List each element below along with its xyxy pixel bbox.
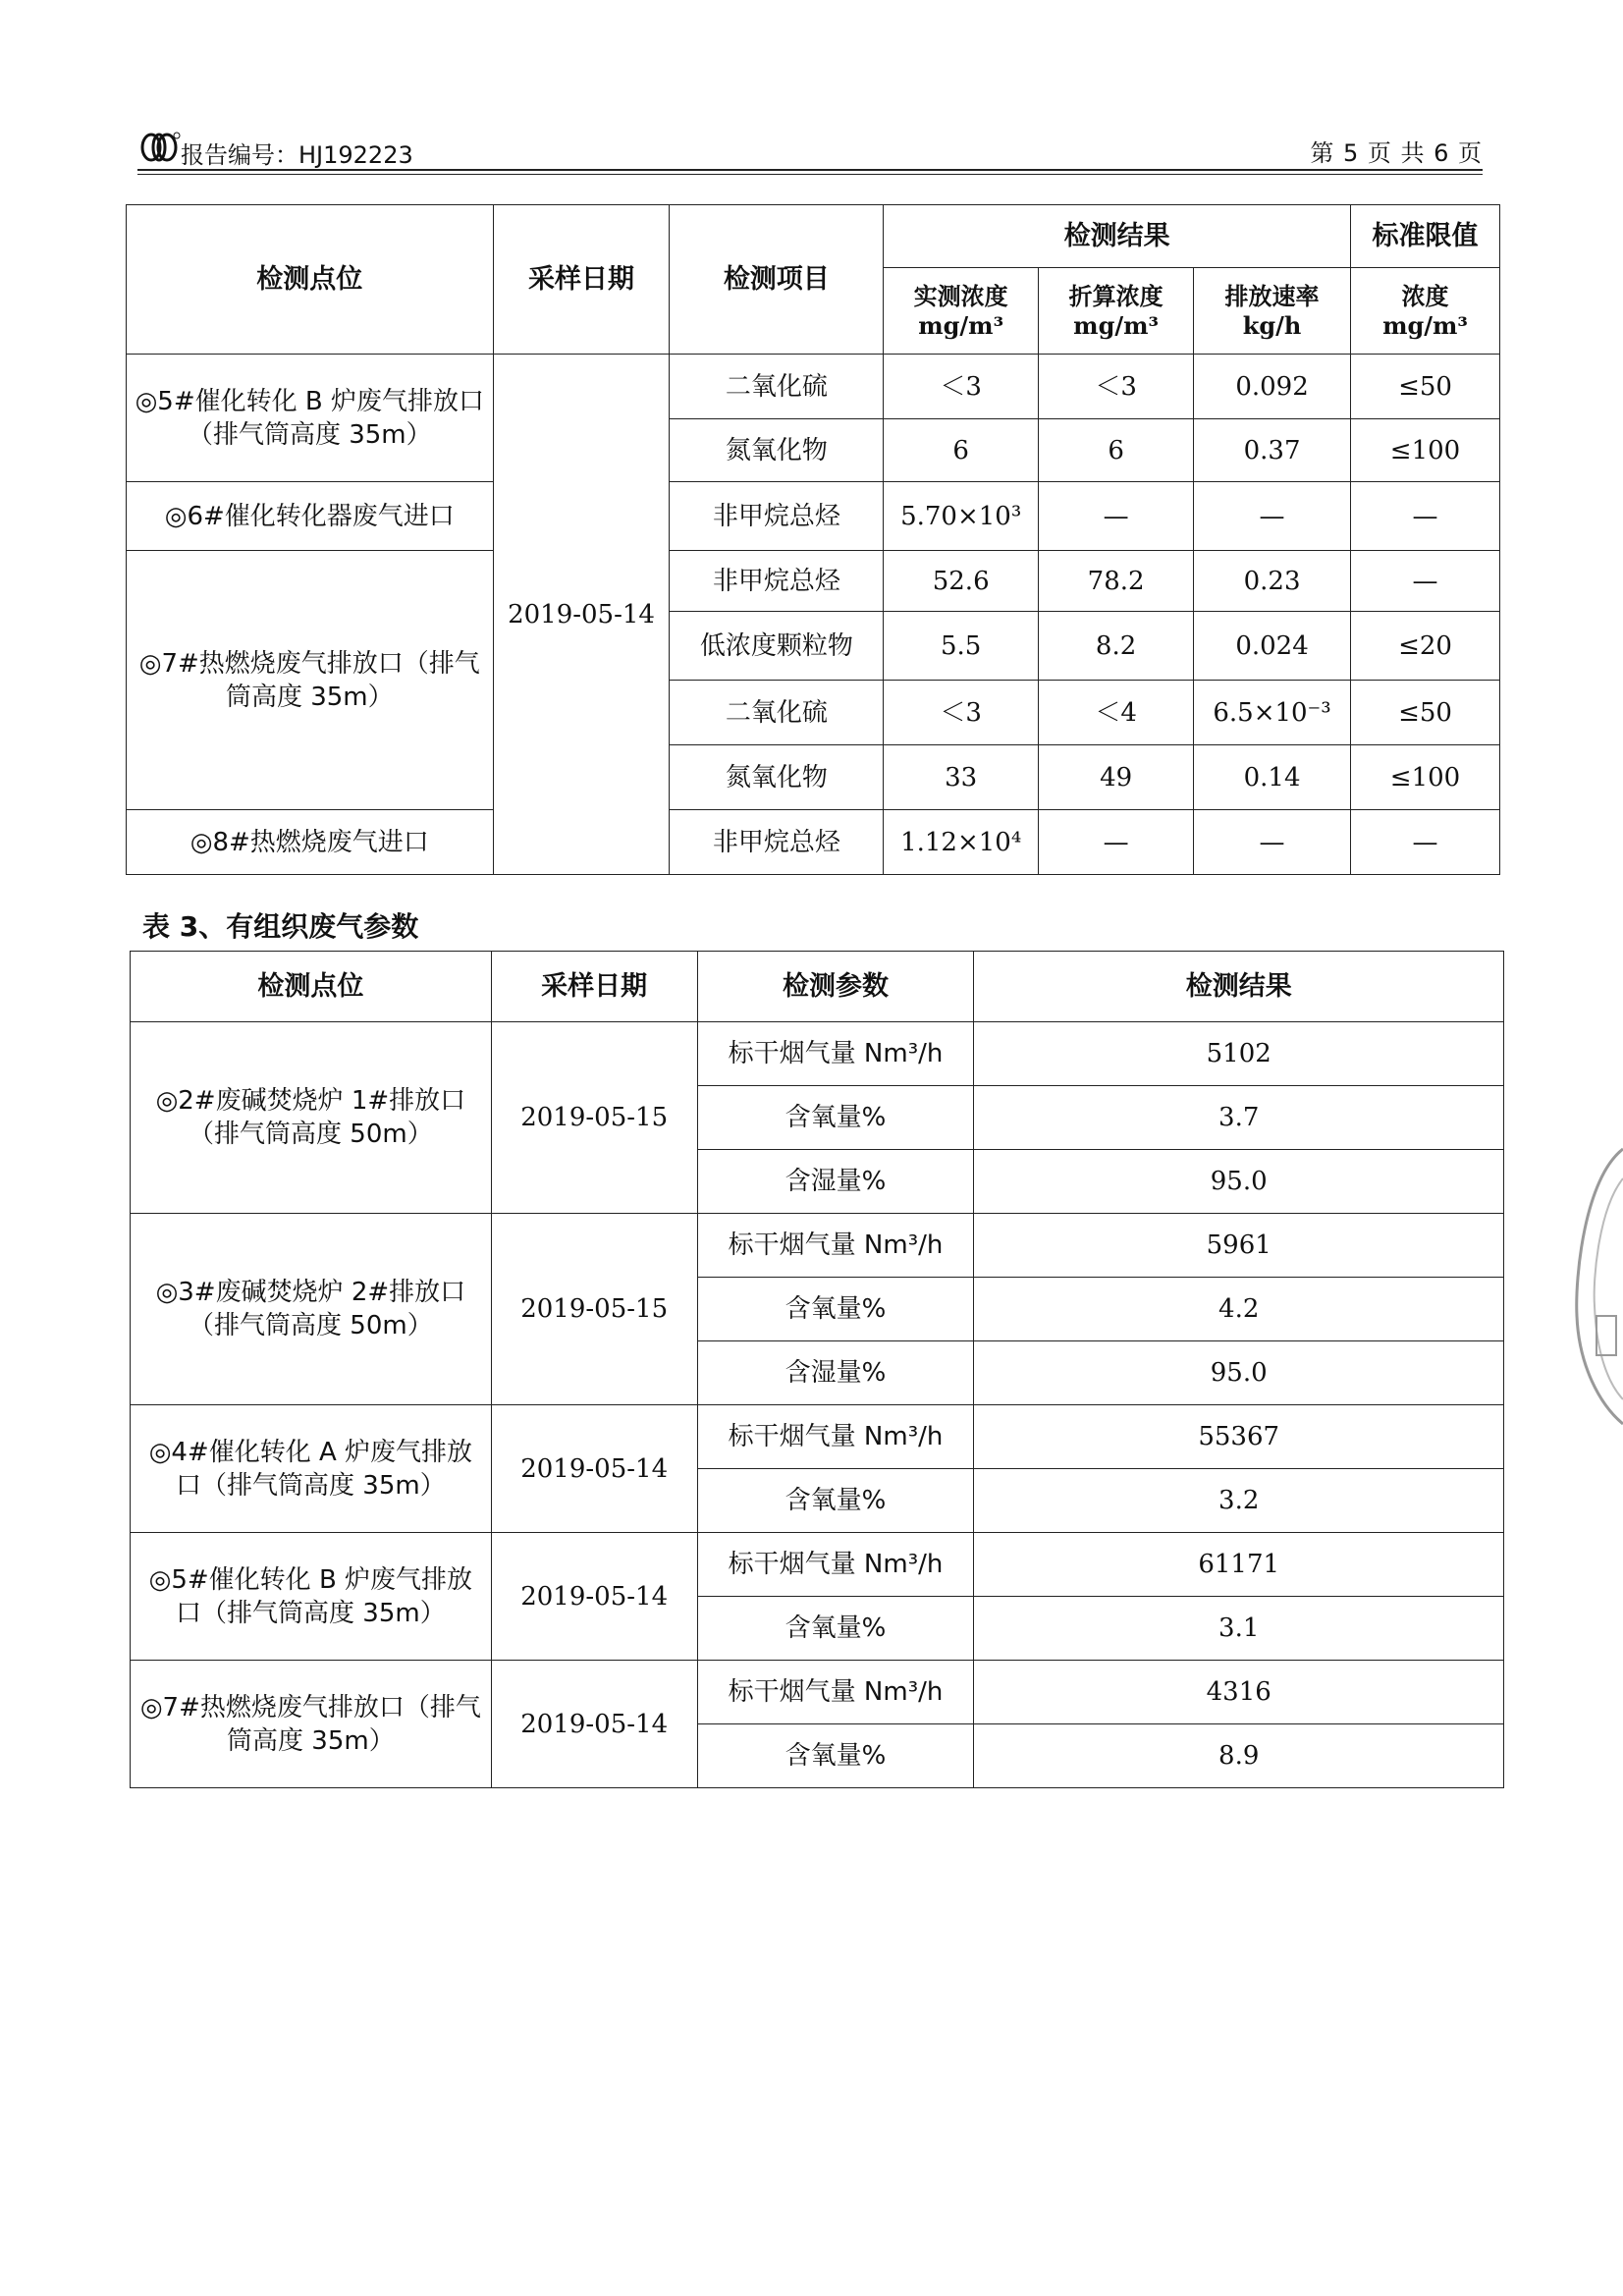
- point-cell: ◎3#废碱焚烧炉 2#排放口（排气筒高度 50m）: [131, 1214, 492, 1405]
- header-rate: 排放速率 kg/h: [1194, 268, 1351, 355]
- table-row: [127, 482, 1500, 551]
- converted-cell: 78.2: [1039, 551, 1194, 612]
- table-row: [131, 1214, 1504, 1278]
- header-point: 检测点位: [127, 205, 494, 355]
- converted-cell: 8.2: [1039, 612, 1194, 681]
- table-row: [127, 810, 1500, 875]
- measured-cell: 33: [884, 745, 1039, 810]
- date-cell: 2019-05-14: [493, 355, 670, 875]
- rate-cell: —: [1194, 810, 1351, 875]
- rate-cell: 6.5×10⁻³: [1194, 681, 1351, 745]
- limit-cell: ≤20: [1351, 612, 1500, 681]
- table-row: [131, 1661, 1504, 1724]
- converted-cell: 6: [1039, 419, 1194, 482]
- value-cell: 3.1: [974, 1597, 1504, 1661]
- measured-cell: ＜3: [884, 681, 1039, 745]
- value-cell: 3.7: [974, 1086, 1504, 1150]
- parameters-table: [130, 951, 1504, 1788]
- param-cell: 含氧量%: [697, 1469, 974, 1533]
- param-cell: 含氧量%: [697, 1724, 974, 1788]
- param-cell: 含氧量%: [697, 1597, 974, 1661]
- results-table: [126, 204, 1500, 875]
- converted-cell: —: [1039, 810, 1194, 875]
- rate-cell: 0.37: [1194, 419, 1351, 482]
- rate-cell: 0.024: [1194, 612, 1351, 681]
- header-date: 采样日期: [491, 952, 697, 1022]
- measured-cell: 1.12×10⁴: [884, 810, 1039, 875]
- item-cell: 低浓度颗粒物: [670, 612, 884, 681]
- page-number: 第 5 页 共 6 页: [1310, 139, 1483, 167]
- partial-seal-stamp-icon: [1575, 1139, 1623, 1434]
- item-cell: 氮氧化物: [670, 745, 884, 810]
- header-item: 检测项目: [670, 205, 884, 355]
- point-cell: ◎5#催化转化 B 炉废气排放口（排气筒高度 35m）: [131, 1533, 492, 1661]
- rate-cell: 0.23: [1194, 551, 1351, 612]
- item-cell: 二氧化硫: [670, 681, 884, 745]
- value-cell: 55367: [974, 1405, 1504, 1469]
- limit-cell: —: [1351, 482, 1500, 551]
- table-row: [131, 1405, 1504, 1469]
- converted-cell: ＜3: [1039, 355, 1194, 419]
- param-cell: 含氧量%: [697, 1086, 974, 1150]
- date-cell: 2019-05-15: [491, 1214, 697, 1405]
- header-results: 检测结果: [884, 205, 1351, 268]
- param-cell: 含湿量%: [697, 1150, 974, 1214]
- table-row: [127, 355, 1500, 419]
- param-cell: 标干烟气量 Nm³/h: [697, 1405, 974, 1469]
- converted-cell: 49: [1039, 745, 1194, 810]
- value-cell: 5961: [974, 1214, 1504, 1278]
- header-converted: 折算浓度 mg/m³: [1039, 268, 1194, 355]
- limit-cell: —: [1351, 551, 1500, 612]
- value-cell: 5102: [974, 1022, 1504, 1086]
- param-cell: 标干烟气量 Nm³/h: [697, 1022, 974, 1086]
- date-cell: 2019-05-14: [491, 1533, 697, 1661]
- point-cell: ◎4#催化转化 A 炉废气排放口（排气筒高度 35m）: [131, 1405, 492, 1533]
- page-header: [137, 128, 1483, 167]
- measured-cell: 5.5: [884, 612, 1039, 681]
- point-cell: ◎7#热燃烧废气排放口（排气筒高度 35m）: [131, 1661, 492, 1788]
- item-cell: 氮氧化物: [670, 419, 884, 482]
- item-cell: 非甲烷总烃: [670, 810, 884, 875]
- param-cell: 含氧量%: [697, 1278, 974, 1341]
- header-result: 检测结果: [974, 952, 1504, 1022]
- point-cell: ◎6#催化转化器废气进口: [127, 482, 494, 551]
- rate-cell: —: [1194, 482, 1351, 551]
- point-cell: ◎8#热燃烧废气进口: [127, 810, 494, 875]
- limit-cell: ≤50: [1351, 355, 1500, 419]
- report-number: 报告编号：HJ192223: [181, 141, 413, 169]
- header-limit: 标准限值: [1351, 205, 1500, 268]
- item-cell: 非甲烷总烃: [670, 551, 884, 612]
- date-cell: 2019-05-14: [491, 1405, 697, 1533]
- header-conc: 浓度 mg/m³: [1351, 268, 1500, 355]
- value-cell: 8.9: [974, 1724, 1504, 1788]
- header-param: 检测参数: [697, 952, 974, 1022]
- header-measured: 实测浓度 mg/m³: [884, 268, 1039, 355]
- param-cell: 标干烟气量 Nm³/h: [697, 1214, 974, 1278]
- value-cell: 61171: [974, 1533, 1504, 1597]
- limit-cell: ≤100: [1351, 419, 1500, 482]
- value-cell: 3.2: [974, 1469, 1504, 1533]
- rate-cell: 0.14: [1194, 745, 1351, 810]
- date-cell: 2019-05-14: [491, 1661, 697, 1788]
- converted-cell: ＜4: [1039, 681, 1194, 745]
- header-divider-thin: [137, 174, 1483, 175]
- company-logo-icon: [137, 130, 181, 163]
- limit-cell: —: [1351, 810, 1500, 875]
- measured-cell: 6: [884, 419, 1039, 482]
- limit-cell: ≤100: [1351, 745, 1500, 810]
- item-cell: 二氧化硫: [670, 355, 884, 419]
- param-cell: 标干烟气量 Nm³/h: [697, 1661, 974, 1724]
- measured-cell: 52.6: [884, 551, 1039, 612]
- param-cell: 含湿量%: [697, 1341, 974, 1405]
- value-cell: 95.0: [974, 1341, 1504, 1405]
- value-cell: 4316: [974, 1661, 1504, 1724]
- header-divider: [137, 169, 1483, 171]
- date-cell: 2019-05-15: [491, 1022, 697, 1214]
- table-row: [131, 1533, 1504, 1597]
- table-caption: 表 3、有组织废气参数: [142, 910, 419, 943]
- measured-cell: ＜3: [884, 355, 1039, 419]
- point-cell: ◎5#催化转化 B 炉废气排放口（排气筒高度 35m）: [127, 355, 494, 482]
- item-cell: 非甲烷总烃: [670, 482, 884, 551]
- point-cell: ◎2#废碱焚烧炉 1#排放口（排气筒高度 50m）: [131, 1022, 492, 1214]
- table-row: [127, 551, 1500, 612]
- table-row: [131, 1022, 1504, 1086]
- limit-cell: ≤50: [1351, 681, 1500, 745]
- value-cell: 4.2: [974, 1278, 1504, 1341]
- measured-cell: 5.70×10³: [884, 482, 1039, 551]
- value-cell: 95.0: [974, 1150, 1504, 1214]
- point-cell: ◎7#热燃烧废气排放口（排气筒高度 35m）: [127, 551, 494, 810]
- header-date: 采样日期: [493, 205, 670, 355]
- param-cell: 标干烟气量 Nm³/h: [697, 1533, 974, 1597]
- header-point: 检测点位: [131, 952, 492, 1022]
- converted-cell: —: [1039, 482, 1194, 551]
- rate-cell: 0.092: [1194, 355, 1351, 419]
